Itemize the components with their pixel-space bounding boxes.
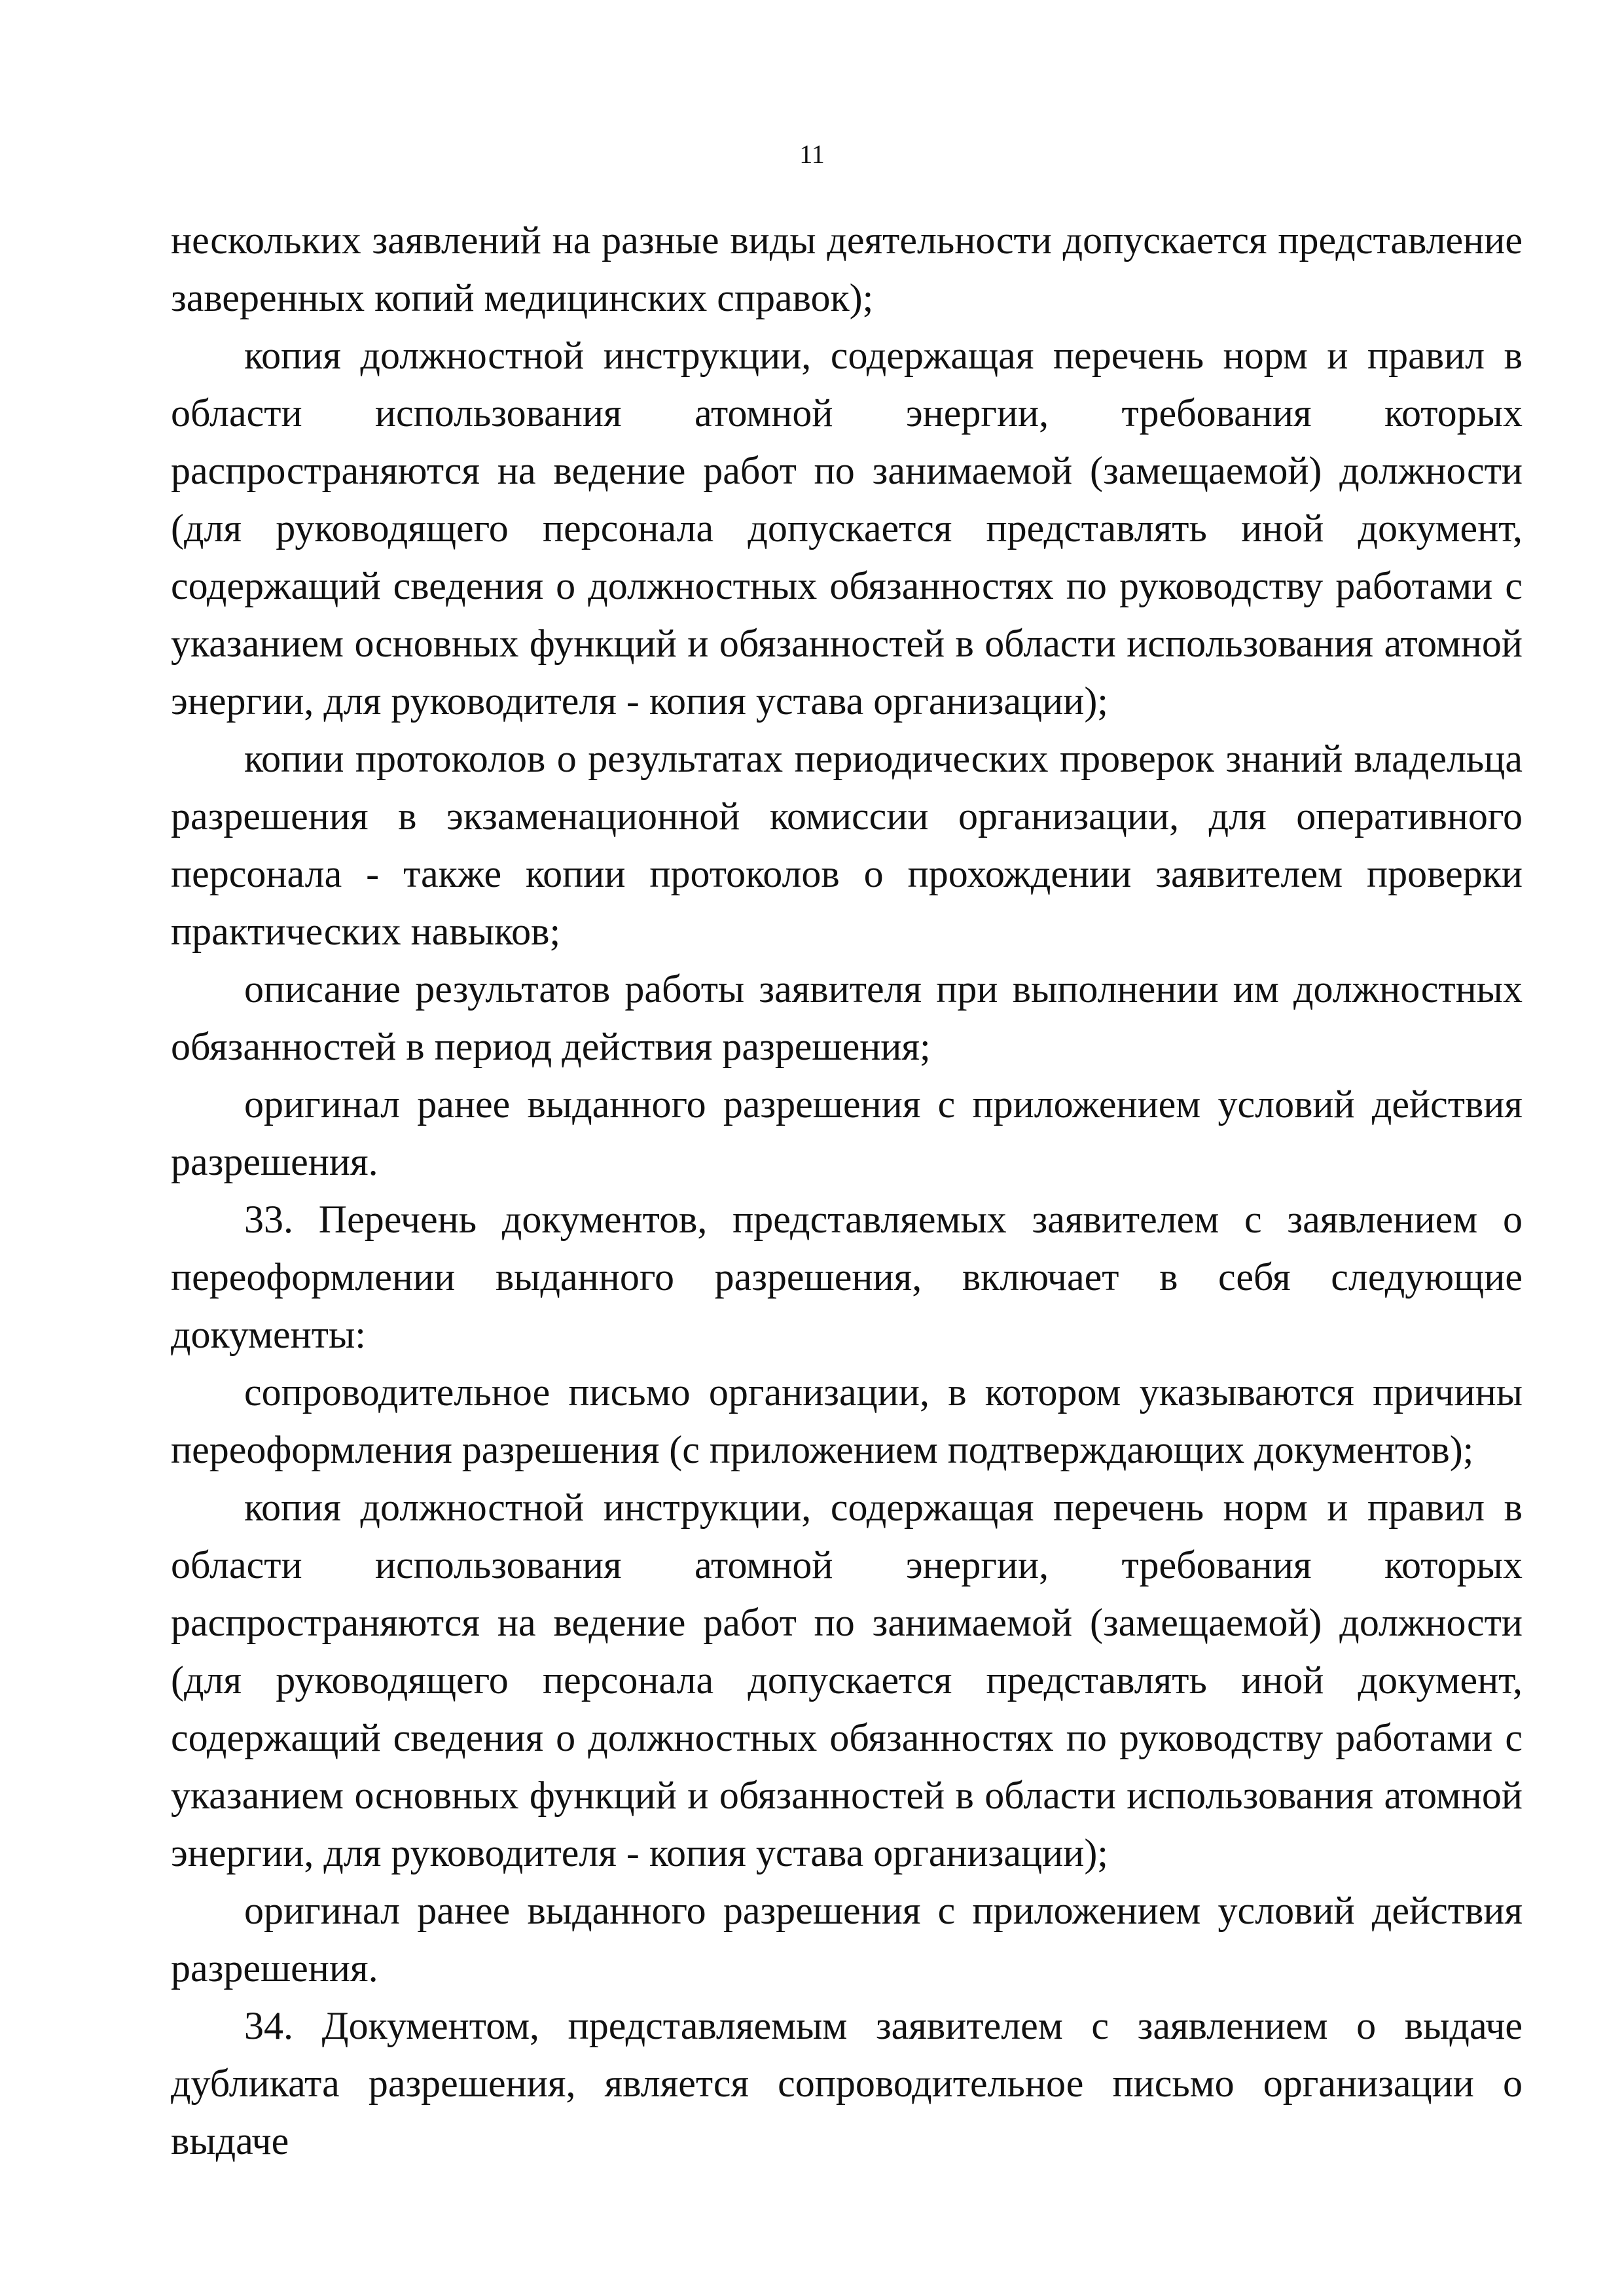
- paragraph-item-33: 33. Перечень документов, представляемых заявителем с заявлением о переоформлении выданного разрешения, включает в себя следующие документы:: [171, 1198, 1523, 1356]
- document-body: [171, 211, 1523, 2170]
- paragraph-original-permit-2: оригинал ранее выданного разрешения с приложением условий действия разрешения.: [171, 1889, 1523, 1990]
- paragraph-cover-letter: сопроводительное письмо организации, в котором указываются причины переоформления разрешения (с приложением подтверждающих документов);: [171, 1371, 1523, 1471]
- paragraph-item-34: 34. Документом, представляемым заявителем с заявлением о выдаче дубликата разрешения, является сопроводительное письмо организации о выдаче: [171, 2004, 1523, 2162]
- paragraph-job-description-copy: копия должностной инструкции, содержащая перечень норм и правил в области использования атомной энергии, требования которых распространяются на ведение работ по занимаемой (замещаемой) должности (для руководящего персонала допускается представлять иной документ, содержащий сведения о должностных обязанностях по руководству работами с указанием основных функций и обязанностей в области использования атомной энергии, для руководителя - копия устава организации);: [171, 334, 1523, 723]
- paragraph-work-results: описание результатов работы заявителя при выполнении им должностных обязанностей в период действия разрешения;: [171, 967, 1523, 1068]
- page-number: 11: [799, 139, 825, 169]
- paragraph-exam-protocols: копии протоколов о результатах периодических проверок знаний владельца разрешения в экзаменационной комиссии организации, для оперативного персонала - также копии протоколов о прохождении заявителем проверки практических навыков;: [171, 737, 1523, 953]
- paragraph-job-description-copy-2: копия должностной инструкции, содержащая перечень норм и правил в области использования атомной энергии, требования которых распространяются на ведение работ по занимаемой (замещаемой) должности (для руководящего персонала допускается представлять иной документ, содержащий сведения о должностных обязанностях по руководству работами с указанием основных функций и обязанностей в области использования атомной энергии, для руководителя - копия устава организации);: [171, 1486, 1523, 1874]
- paragraph-original-permit: оригинал ранее выданного разрешения с приложением условий действия разрешения.: [171, 1083, 1523, 1183]
- paragraph-continuation: нескольких заявлений на разные виды деятельности допускается представление заверенных копий медицинских справок);: [171, 219, 1523, 319]
